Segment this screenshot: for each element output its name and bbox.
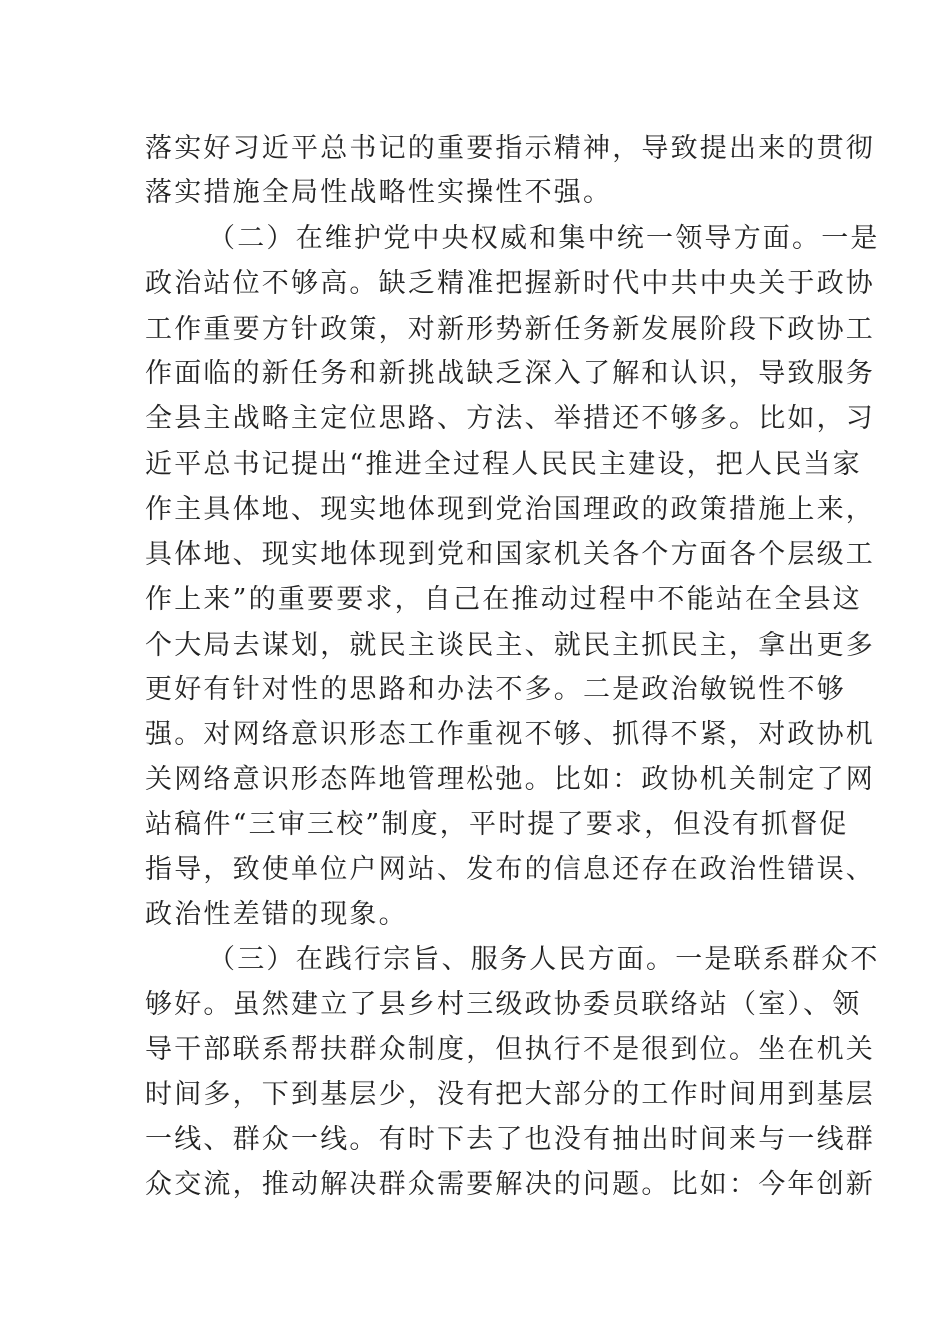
text-line: 作主具体地、现实地体现到党治国理政的政策措施上来， [145, 494, 875, 525]
text-line: 近平总书记提出“推进全过程人民民主建设，把人民当家 [145, 449, 862, 480]
text-line: 强。对网络意识形态工作重视不够、抓得不紧，对政协机 [145, 719, 875, 750]
text-line: 落实措施全局性战略性实操性不强。 [145, 177, 613, 208]
text-line: 站稿件“三审三校”制度，平时提了要求，但没有抓督促 [145, 809, 849, 840]
text-line: 具体地、现实地体现到党和国家机关各个方面各个层级工 [145, 539, 875, 570]
text-line: 更好有针对性的思路和办法不多。二是政治敏锐性不够 [145, 674, 846, 705]
text-line: 够好。虽然建立了县乡村三级政协委员联络站（室）、领 [145, 989, 862, 1020]
section-heading-line: （三）在践行宗旨、服务人民方面。一是联系群众不 [208, 944, 880, 975]
text-line: 政治站位不够高。缺乏精准把握新时代中共中央关于政协 [145, 268, 875, 299]
section-heading-line: （二）在维护党中央权威和集中统一领导方面。一是 [208, 223, 880, 254]
text-line: 一线、群众一线。有时下去了也没有抽出时间来与一线群 [145, 1124, 875, 1155]
text-line: 时间多，下到基层少，没有把大部分的工作时间用到基层 [145, 1079, 875, 1110]
text-line: 全县主战略主定位思路、方法、举措还不够多。比如，习 [145, 403, 875, 434]
text-line: 工作重要方针政策，对新形势新任务新发展阶段下政协工 [145, 314, 875, 345]
text-line: 众交流，推动解决群众需要解决的问题。比如：今年创新 [145, 1169, 875, 1200]
text-line: 导干部联系帮扶群众制度，但执行不是很到位。坐在机关 [145, 1034, 875, 1065]
text-line: 个大局去谋划，就民主谈民主、就民主抓民主，拿出更多 [145, 630, 875, 661]
text-line: 作面临的新任务和新挑战缺乏深入了解和认识，导致服务 [145, 358, 875, 389]
text-line: 落实好习近平总书记的重要指示精神，导致提出来的贯彻 [145, 133, 875, 164]
text-line: 作上来”的重要要求，自己在推动过程中不能站在全县这 [145, 584, 862, 615]
text-line: 指导，致使单位户网站、发布的信息还存在政治性错误、 [145, 854, 875, 885]
text-line: 关网络意识形态阵地管理松弛。比如：政协机关制定了网 [145, 764, 875, 795]
text-line: 政治性差错的现象。 [145, 899, 408, 930]
